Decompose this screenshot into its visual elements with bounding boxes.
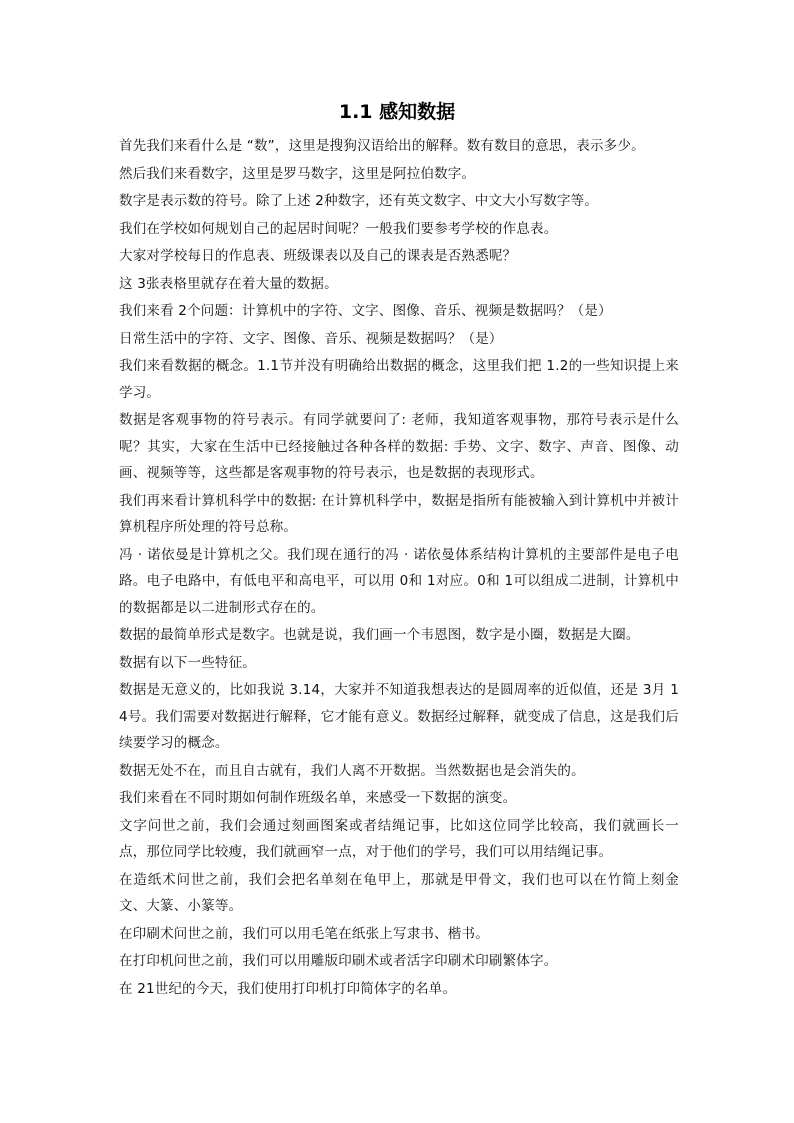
paragraph-21: 在打印机问世之前，我们可以用雕版印刷术或者活字印刷术印刷繁体字。	[119, 953, 558, 969]
paragraph-4: 我们在学校如何规划自己的起居时间呢？一般我们要参考学校的作息表。	[119, 220, 558, 237]
paragraph-12: 冯 · 诺依曼是计算机之父。我们现在通行的冯 · 诺依曼体系结构计算机的主要部件是电子电路。电子电路中，有低电平和高电平，可以用 0和 1对应。0和 1可以组成二进制，计算机中的数据都是以二进制形式存在的。	[119, 546, 679, 616]
paragraph-6: 这 3张表格里就存在着大量的数据。	[119, 275, 338, 292]
paragraph-19: 在造纸术问世之前，我们会把名单刻在龟甲上，那就是甲骨文，我们也可以在竹简上刻金文、大篆、小篆等。	[119, 871, 679, 914]
paragraph-1: 首先我们来看什么是 “数”，这里是搜狗汉语给出的解释。数有数目的意思，表示多少。	[119, 138, 645, 154]
paragraph-9: 我们来看数据的概念。1.1节并没有明确给出数据的概念，这里我们把 1.2的一些知识提上来学习。	[119, 358, 679, 401]
document-body	[119, 133, 679, 1003]
paragraph-10: 数据是客观事物的符号表示。有同学就要问了: 老师，我知道客观事物，那符号表示是什么呢？其实，大家在生活中已经接触过各种各样的数据: 手势、文字、数字、声音、图像、动画、视频等等，这些都是客观事物的符号表示，也是数据的表现形式。	[119, 412, 679, 481]
paragraph-14: 数据有以下一些特征。	[119, 654, 256, 671]
paragraph-7: 我们来看 2个问题：计算机中的字符、文字、图像、音乐、视频是数据吗？（是）	[119, 303, 612, 319]
paragraph-11: 我们再来看计算机科学中的数据: 在计算机科学中，数据是指所有能被输入到计算机中并被计算机程序所处理的符号总称。	[119, 492, 679, 535]
paragraph-13: 数据的最简单形式是数字。也就是说，我们画一个韦恩图，数字是小圈，数据是大圈。	[119, 627, 640, 643]
paragraph-5: 大家对学校每日的作息表、班级课表以及自己的课表是否熟悉呢？	[119, 248, 517, 264]
page-title: 1.1 感知数据	[338, 101, 456, 123]
paragraph-15: 数据是无意义的，比如我说 3.14，大家并不知道我想表达的是圆周率的近似值，还是 3月 14号。我们需要对数据进行解释，它才能有意义。数据经过解释，就变成了信息，这是我们后续要学习的概念。	[119, 682, 679, 751]
paragraph-17: 我们来看在不同时期如何制作班级名单，来感受一下数据的演变。	[119, 790, 517, 806]
paragraph-20: 在印刷术问世之前，我们可以用毛笔在纸张上写隶书、楷书。	[119, 925, 489, 942]
paragraph-2: 然后我们来看数字，这里是罗马数字，这里是阿拉伯数字。	[119, 165, 476, 182]
paragraph-8: 日常生活中的字符、文字、图像、音乐、视频是数据吗？（是）	[119, 330, 503, 347]
paragraph-3: 数字是表示数的符号。除了上述 2种数字，还有英文数字、中文大小写数字等。	[119, 193, 599, 209]
paragraph-22: 在 21世纪的今天，我们使用打印机打印简体字的名单。	[119, 980, 457, 997]
paragraph-18: 文字问世之前，我们会通过刻画图案或者结绳记事，比如这位同学比较高，我们就画长一点，那位同学比较瘦，我们就画窄一点，对于他们的学号，我们可以用结绳记事。	[119, 817, 679, 860]
paragraph-16: 数据无处不在，而且自古就有，我们人离不开数据。当然数据也是会消失的。	[119, 762, 585, 779]
